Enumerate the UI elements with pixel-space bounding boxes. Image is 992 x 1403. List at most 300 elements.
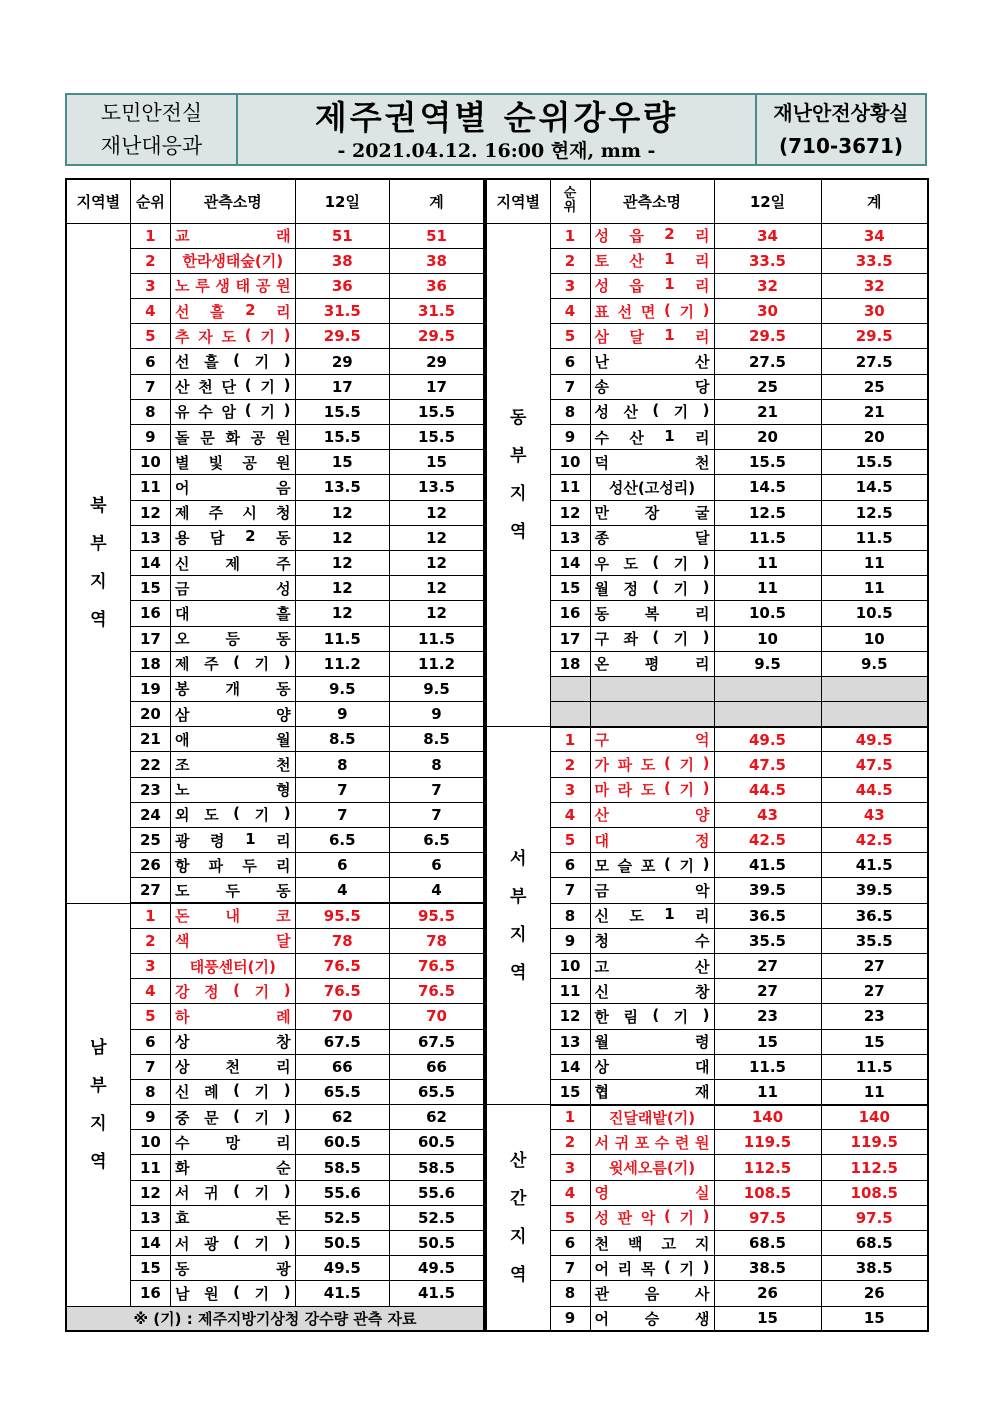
station-name: 제 주 시 청 [174,504,291,523]
day-rainfall-cell: 34 [714,223,821,248]
station-cell [590,500,714,525]
station-cell [170,828,295,853]
total-rainfall-cell: 26 [821,1281,928,1306]
station-name: 조 천 [174,756,291,775]
table-row [486,475,928,500]
station-cell [170,1281,295,1306]
total-rainfall-cell: 8 [390,752,484,777]
day-rainfall-cell: 11 [714,550,821,575]
day-rainfall-cell: 8 [295,752,389,777]
station-cell [590,1180,714,1205]
table-row [486,626,928,651]
rank-cell: 5 [130,1004,170,1029]
station-name: 항 파 두 리 [174,856,291,875]
col-station: 관측소명 [170,179,295,223]
rank-cell: 5 [550,324,590,349]
rank-cell: 15 [550,576,590,601]
rank-cell: 10 [550,450,590,475]
rank-cell: 9 [130,1105,170,1130]
station-name: 덕 천 [594,453,710,472]
day-rainfall-cell: 15.5 [295,425,389,450]
table-row [486,450,928,475]
total-rainfall-cell: 49.5 [390,1256,484,1281]
station-cell [590,853,714,878]
station-name: 마 라 도 ( 기 ) [594,779,710,800]
total-rainfall-cell: 50.5 [390,1231,484,1256]
station-cell [170,1155,295,1180]
station-name: 도 두 동 [174,881,291,900]
station-cell [170,248,295,273]
total-rainfall-cell: 7 [390,802,484,827]
station-cell [170,550,295,575]
table-row [66,223,484,248]
station-cell [170,626,295,651]
table-row [486,1054,928,1079]
total-rainfall-cell: 33.5 [821,248,928,273]
rank-cell: 25 [130,828,170,853]
station-name: 구 억 [594,731,710,750]
station-name: 상 창 [174,1033,291,1052]
table-row [486,374,928,399]
total-rainfall-cell: 11.5 [821,1054,928,1079]
total-rainfall-cell: 25 [821,374,928,399]
rank-cell: 21 [130,727,170,752]
station-cell [170,727,295,752]
total-rainfall-cell: 12 [390,550,484,575]
table-row [486,399,928,424]
rank-cell: 7 [550,374,590,399]
total-rainfall-cell: 9.5 [390,676,484,701]
total-rainfall-cell: 11 [821,576,928,601]
report-header [65,93,927,166]
rank-cell: 6 [130,1029,170,1054]
left-rainfall-table [65,178,485,1332]
day-rainfall-cell: 31.5 [295,299,389,324]
station-name: 협 재 [594,1083,710,1102]
station-cell [590,752,714,777]
region-label-south [66,903,130,1306]
total-rainfall-cell: 30 [821,299,928,324]
day-rainfall-cell: 50.5 [295,1231,389,1256]
station-cell [170,500,295,525]
station-name: 신 례 ( 기 ) [174,1081,291,1102]
total-rainfall-cell: 44.5 [821,777,928,802]
station-name: 월 정 ( 기 ) [594,577,710,598]
right-rainfall-table [485,178,929,1332]
empty-cell [590,676,714,701]
day-rainfall-cell: 78 [295,928,389,953]
day-rainfall-cell: 55.6 [295,1180,389,1205]
day-rainfall-cell: 20 [714,425,821,450]
station-cell [170,702,295,727]
day-rainfall-cell: 12 [295,550,389,575]
day-rainfall-cell: 27.5 [714,349,821,374]
station-cell [590,1105,714,1130]
rank-cell: 5 [550,1205,590,1230]
rank-cell: 7 [550,878,590,903]
day-rainfall-cell: 58.5 [295,1155,389,1180]
station-cell [170,928,295,953]
table-row [486,223,928,248]
station-cell [590,626,714,651]
table-row [486,1205,928,1230]
rank-cell: 15 [130,576,170,601]
total-rainfall-cell: 12.5 [821,500,928,525]
station-name: 영 실 [594,1184,710,1203]
station-cell [590,601,714,626]
day-rainfall-cell: 17 [295,374,389,399]
station-cell [170,1256,295,1281]
table-row [486,525,928,550]
station-cell [590,953,714,978]
day-rainfall-cell: 15.5 [295,399,389,424]
day-rainfall-cell: 9.5 [714,651,821,676]
station-cell [590,1155,714,1180]
station-name: 돌 문 화 공 원 [174,428,291,447]
station-cell [170,1029,295,1054]
rank-cell: 6 [550,1231,590,1256]
total-rainfall-cell: 47.5 [821,752,928,777]
day-rainfall-cell: 66 [295,1054,389,1079]
station-cell [170,450,295,475]
total-rainfall-cell: 12 [390,500,484,525]
day-rainfall-cell: 26 [714,1281,821,1306]
table-row [486,979,928,1004]
total-rainfall-cell: 32 [821,273,928,298]
day-rainfall-cell: 7 [295,777,389,802]
rank-cell: 2 [130,248,170,273]
contact-box [755,95,925,164]
rank-cell: 1 [550,223,590,248]
total-rainfall-cell: 11.5 [390,626,484,651]
station-cell [170,1180,295,1205]
total-rainfall-cell: 119.5 [821,1130,928,1155]
station-cell [590,349,714,374]
rank-cell: 19 [130,676,170,701]
table-row [486,777,928,802]
day-rainfall-cell: 44.5 [714,777,821,802]
rank-cell: 2 [550,248,590,273]
station-name: 성산(고성리) [608,478,696,497]
total-rainfall-cell: 68.5 [821,1231,928,1256]
total-rainfall-cell: 70 [390,1004,484,1029]
rank-cell: 13 [130,1205,170,1230]
station-cell [170,651,295,676]
rank-cell: 3 [130,953,170,978]
station-cell [170,802,295,827]
day-rainfall-cell: 67.5 [295,1029,389,1054]
station-name: 추 자 도 ( 기 ) [174,325,291,346]
station-cell [170,878,295,903]
day-rainfall-cell: 108.5 [714,1180,821,1205]
rank-cell: 11 [130,1155,170,1180]
station-cell [590,1306,714,1331]
day-rainfall-cell: 119.5 [714,1130,821,1155]
footnote: ※ (기) : 제주지방기상청 강수량 관측 자료 [66,1306,484,1331]
total-rainfall-cell: 49.5 [821,727,928,752]
station-name: 동 복 리 [594,604,710,623]
station-name: 광 령 1 리 [174,829,291,850]
empty-cell [550,702,590,727]
station-cell [170,399,295,424]
day-rainfall-cell: 60.5 [295,1130,389,1155]
station-name: 대 정 [594,831,710,850]
total-rainfall-cell: 60.5 [390,1130,484,1155]
day-rainfall-cell: 41.5 [714,853,821,878]
day-rainfall-cell: 12 [295,525,389,550]
station-name: 고 산 [594,957,710,976]
table-row [486,601,928,626]
station-cell [590,374,714,399]
station-cell [590,475,714,500]
empty-cell [714,676,821,701]
rank-cell: 24 [130,802,170,827]
table-row [486,248,928,273]
day-rainfall-cell: 9 [295,702,389,727]
day-rainfall-cell: 8.5 [295,727,389,752]
day-rainfall-cell: 68.5 [714,1231,821,1256]
station-cell [170,374,295,399]
total-rainfall-cell: 11.2 [390,651,484,676]
day-rainfall-cell: 15 [714,1306,821,1331]
rank-cell: 14 [550,1054,590,1079]
day-rainfall-cell: 11.5 [714,1054,821,1079]
total-rainfall-cell: 76.5 [390,953,484,978]
day-rainfall-cell: 51 [295,223,389,248]
total-rainfall-cell: 55.6 [390,1180,484,1205]
rank-cell: 5 [130,324,170,349]
total-rainfall-cell: 29.5 [821,324,928,349]
station-name: 서 광 ( 기 ) [174,1232,291,1253]
station-cell [590,1231,714,1256]
day-rainfall-cell: 12 [295,601,389,626]
total-rainfall-cell: 20 [821,425,928,450]
day-rainfall-cell: 76.5 [295,953,389,978]
rank-cell: 7 [550,1256,590,1281]
station-cell [590,1079,714,1104]
rank-cell: 6 [550,853,590,878]
rank-cell: 3 [130,273,170,298]
day-rainfall-cell: 21 [714,399,821,424]
table-row [486,727,928,752]
station-name: 서 귀 ( 기 ) [174,1182,291,1203]
day-rainfall-cell: 76.5 [295,979,389,1004]
table-row [486,802,928,827]
region-label-east [486,223,550,727]
station-name: 어 리 목 ( 기 ) [594,1257,710,1278]
col-region: 지역별 [486,179,550,223]
day-rainfall-cell: 30 [714,299,821,324]
col-rank: 순위 [130,179,170,223]
table-row [486,1029,928,1054]
day-rainfall-cell: 62 [295,1105,389,1130]
station-name: 효 돈 [174,1209,291,1228]
station-cell [170,1004,295,1029]
total-rainfall-cell: 29.5 [390,324,484,349]
region-label-text: 서부지역 [510,848,527,983]
rank-cell: 14 [130,550,170,575]
title-box [238,95,755,164]
day-rainfall-cell: 49.5 [295,1256,389,1281]
station-name: 애 월 [174,730,291,749]
station-cell [170,273,295,298]
total-rainfall-cell: 6 [390,853,484,878]
station-cell [590,979,714,1004]
right-header-row [486,179,928,223]
rank-cell: 13 [550,1029,590,1054]
station-name: 표 선 면 ( 기 ) [594,300,710,321]
rank-cell: 12 [550,1004,590,1029]
station-cell [590,828,714,853]
rank-cell: 14 [550,550,590,575]
station-name: 관 음 사 [594,1284,710,1303]
day-rainfall-cell: 29.5 [714,324,821,349]
day-rainfall-cell: 112.5 [714,1155,821,1180]
station-name: 노 형 [174,781,291,800]
day-rainfall-cell: 12 [295,500,389,525]
col-region: 지역별 [66,179,130,223]
total-rainfall-cell: 112.5 [821,1155,928,1180]
total-rainfall-cell: 108.5 [821,1180,928,1205]
table-row [486,953,928,978]
rank-cell: 4 [130,299,170,324]
table-row [486,1180,928,1205]
station-cell [590,1004,714,1029]
station-name: 화 순 [174,1159,291,1178]
total-rainfall-cell: 8.5 [390,727,484,752]
station-cell [590,248,714,273]
total-rainfall-cell: 13.5 [390,475,484,500]
empty-cell [714,702,821,727]
table-row [486,500,928,525]
empty-row [486,702,928,727]
station-cell [170,953,295,978]
day-rainfall-cell: 47.5 [714,752,821,777]
station-cell [170,777,295,802]
region-label-north [66,223,130,903]
station-cell [170,299,295,324]
day-rainfall-cell: 11.5 [714,525,821,550]
total-rainfall-cell: 12 [390,601,484,626]
station-name: 삼 달 1 리 [594,325,710,346]
station-name: 교 래 [174,227,291,246]
rank-cell: 12 [130,500,170,525]
rank-cell: 8 [130,1079,170,1104]
station-name: 중 문 ( 기 ) [174,1106,291,1127]
station-name: 제 주 ( 기 ) [174,653,291,674]
day-rainfall-cell: 10 [714,626,821,651]
day-rainfall-cell: 36.5 [714,903,821,928]
total-rainfall-cell: 42.5 [821,828,928,853]
table-row [486,1155,928,1180]
table-row [486,1079,928,1104]
day-rainfall-cell: 12 [295,576,389,601]
total-rainfall-cell: 34 [821,223,928,248]
total-rainfall-cell: 38.5 [821,1256,928,1281]
rank-cell: 2 [130,928,170,953]
rank-cell: 2 [550,1130,590,1155]
rank-cell: 8 [550,903,590,928]
table-row [486,853,928,878]
station-cell [590,777,714,802]
station-name: 오 등 동 [174,630,291,649]
station-name: 신 도 1 리 [594,905,710,926]
station-cell [170,349,295,374]
table-row [486,752,928,777]
station-name: 선 흘 2 리 [174,300,291,321]
day-rainfall-cell: 15.5 [714,450,821,475]
total-rainfall-cell: 78 [390,928,484,953]
rank-cell: 26 [130,853,170,878]
empty-row [486,676,928,701]
rank-cell: 3 [550,273,590,298]
station-cell [590,928,714,953]
day-rainfall-cell: 140 [714,1105,821,1130]
table-row [486,1281,928,1306]
total-rainfall-cell: 76.5 [390,979,484,1004]
station-cell [590,324,714,349]
rank-cell: 13 [550,525,590,550]
day-rainfall-cell: 95.5 [295,903,389,928]
col-rank-vertical [550,179,590,223]
station-name: 산 천 단 ( 기 ) [174,376,291,397]
station-cell [590,525,714,550]
empty-cell [550,676,590,701]
total-rainfall-cell: 36.5 [821,903,928,928]
report-subtitle: - 2021.04.12. 16:00 현재, mm - [337,139,656,162]
total-rainfall-cell: 51 [390,223,484,248]
table-row [486,1306,928,1331]
total-rainfall-cell: 4 [390,878,484,903]
table-row [486,1105,928,1130]
station-name: 성 읍 2 리 [594,225,710,246]
station-cell [590,903,714,928]
total-rainfall-cell: 39.5 [821,878,928,903]
day-rainfall-cell: 29.5 [295,324,389,349]
day-rainfall-cell: 43 [714,802,821,827]
total-rainfall-cell: 9.5 [821,651,928,676]
station-name: 태풍센터(기) [189,957,276,976]
rank-cell: 18 [130,651,170,676]
rank-cell: 1 [550,1105,590,1130]
table-row [486,349,928,374]
day-rainfall-cell: 33.5 [714,248,821,273]
table-row [486,324,928,349]
total-rainfall-cell: 97.5 [821,1205,928,1230]
rank-cell: 10 [130,450,170,475]
empty-cell [821,702,928,727]
station-name: 용 담 2 동 [174,527,291,548]
station-name: 동 광 [174,1259,291,1278]
station-cell [590,425,714,450]
table-row [486,1231,928,1256]
empty-cell [590,702,714,727]
station-cell [590,299,714,324]
day-rainfall-cell: 42.5 [714,828,821,853]
station-cell [590,550,714,575]
total-rainfall-cell: 11 [821,1079,928,1104]
station-name: 노 루 생 태 공 원 [174,277,291,296]
station-name: 난 산 [594,353,710,372]
col-total: 계 [390,179,484,223]
department-line1: 도민안전실 [100,100,203,125]
day-rainfall-cell: 97.5 [714,1205,821,1230]
total-rainfall-cell: 67.5 [390,1029,484,1054]
col-day: 12일 [714,179,821,223]
total-rainfall-cell: 62 [390,1105,484,1130]
total-rainfall-cell: 15.5 [821,450,928,475]
station-name: 한 림 ( 기 ) [594,1005,710,1026]
